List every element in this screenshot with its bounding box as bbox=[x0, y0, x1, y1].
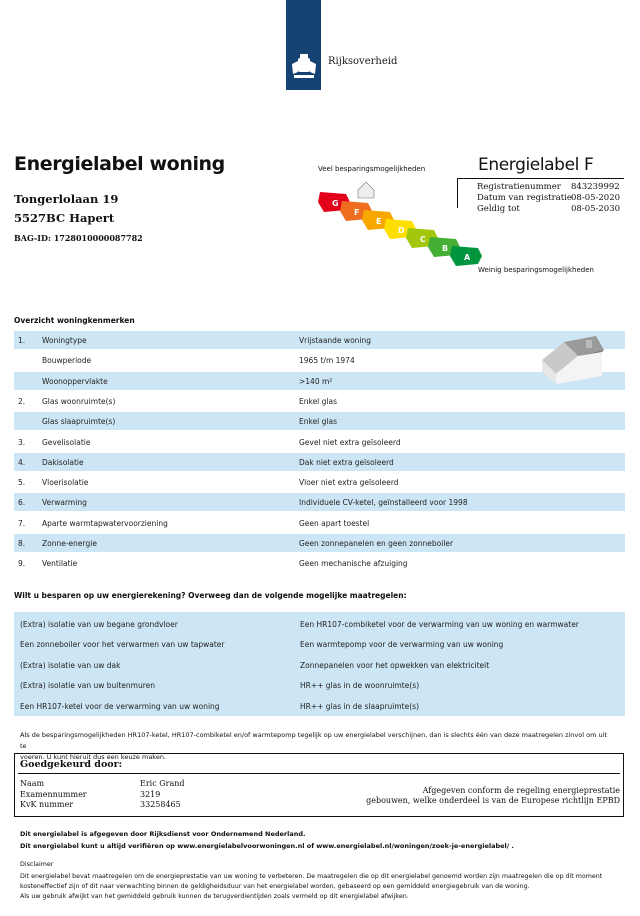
energy-label-title: Energielabel F bbox=[478, 155, 594, 175]
approval-rule bbox=[18, 773, 620, 774]
logo-text: Rijksoverheid bbox=[328, 56, 398, 67]
characteristic-value: >140 m² bbox=[299, 376, 333, 386]
characteristic-number: 6. bbox=[18, 498, 26, 508]
valid-until-row bbox=[477, 204, 621, 214]
characteristic-number: 2. bbox=[18, 396, 26, 406]
house-icon bbox=[538, 334, 606, 386]
characteristic-number: 4. bbox=[18, 457, 26, 467]
label-top-text: Veel besparingsmogelijkheden bbox=[318, 165, 426, 173]
characteristic-value: 1965 t/m 1974 bbox=[299, 356, 355, 366]
label-class-letter: E bbox=[376, 217, 382, 226]
characteristic-value: Gevel niet extra geïsoleerd bbox=[299, 437, 401, 447]
measure-item: HR++ glas in de woonruimte(s) bbox=[300, 681, 420, 691]
characteristic-label: Vloerisolatie bbox=[42, 478, 89, 488]
footer-issued-by: Dit energielabel is afgegeven door Rijksdienst voor Ondernemend Nederland. bbox=[20, 830, 306, 838]
characteristic-row bbox=[14, 473, 625, 491]
energy-label-graphic bbox=[318, 176, 498, 266]
measure-item: (Extra) isolatie van uw begane grondvloer bbox=[20, 620, 178, 629]
issued-statement-line2: gebouwen, welke onderdeel is van de Europese richtlijn EPBD bbox=[366, 796, 620, 805]
kvk-number-row bbox=[20, 800, 181, 809]
footer-verify: Dit energielabel kunt u altijd verifiëren op www.energielabelvoorwoningen.nl of www.energielabel.nl/woningen/zoek-je-energielabel/ . bbox=[20, 842, 514, 850]
registration-number-label: Registratienummer bbox=[477, 182, 561, 192]
characteristic-value: Vloer niet extra geïsoleerd bbox=[299, 478, 399, 488]
characteristic-label: Aparte warmtapwatervoorziening bbox=[42, 518, 168, 528]
label-info-rule bbox=[457, 178, 624, 179]
measure-item: Een HR107-combiketel voor de verwarming van uw woning en warmwater bbox=[300, 620, 579, 629]
characteristic-row bbox=[14, 493, 625, 511]
label-class-letter: G bbox=[332, 199, 339, 208]
characteristic-value: Geen apart toestel bbox=[299, 518, 370, 528]
characteristic-label: Glas slaapruimte(s) bbox=[42, 417, 116, 427]
characteristic-label: Dakisolatie bbox=[42, 457, 84, 467]
characteristic-row bbox=[14, 392, 625, 410]
characteristic-row bbox=[14, 554, 625, 572]
measure-item: (Extra) isolatie van uw buitenmuren bbox=[20, 681, 156, 691]
characteristic-value: Enkel glas bbox=[299, 417, 337, 427]
disclaimer-line3: Als uw gebruik afwijkt van het gemiddeld gebruik kunnen de terugverdientijden zoals vermeld op dit energielabel afwijken. bbox=[20, 893, 409, 900]
measure-item: Een HR107-ketel voor de verwarming van uw woning bbox=[20, 701, 220, 711]
measures-note-line1: Als de besparingsmogelijkheden HR107-ketel, HR107-combiketel en/of warmtepomp tegelijk op uw energielabel verschijnen, dan is slechts één van deze maatregelen zinvol om uit te bbox=[20, 731, 607, 750]
disclaimer-line2: kosteneffectief zijn of dit naar verwachting binnen de geldigheidsduur van het energielabel worden, gebaseerd op een gemiddeld energiegebruik van de woning. bbox=[20, 883, 530, 890]
characteristic-row bbox=[14, 351, 625, 369]
characteristic-label: Gevelisolatie bbox=[42, 437, 91, 447]
label-bottom-text: Weinig besparingsmogelijkheden bbox=[478, 266, 594, 274]
measure-item: HR++ glas in de slaapruimte(s) bbox=[300, 701, 420, 711]
characteristic-label: Glas woonruimte(s) bbox=[42, 396, 116, 406]
measure-item: Een zonneboiler voor het verwarmen van uw tapwater bbox=[20, 640, 225, 650]
registration-number-row bbox=[477, 182, 620, 192]
characteristic-row bbox=[14, 514, 625, 532]
approver-name-row bbox=[20, 779, 185, 788]
characteristic-number: 7. bbox=[18, 518, 26, 528]
characteristic-number: 3. bbox=[18, 437, 26, 447]
characteristic-number: 1. bbox=[18, 336, 26, 345]
characteristic-label: Ventilatie bbox=[42, 559, 78, 569]
disclaimer-line1: Dit energielabel bevat maatregelen om de energieprestatie van uw woning te verbeteren. De maatregelen die op dit energielabel genoemd worden zijn maatregelen die op dit moment bbox=[20, 873, 603, 880]
valid-until-label: Geldig tot bbox=[477, 204, 520, 214]
characteristic-value: Geen mechanische afzuiging bbox=[299, 559, 408, 569]
issued-statement-line1: Afgegeven conform de regeling energieprestatie bbox=[422, 786, 620, 795]
exam-number-row bbox=[20, 790, 161, 799]
registration-date-row bbox=[477, 193, 621, 203]
page-title: Energielabel woning bbox=[14, 153, 225, 175]
characteristic-row bbox=[14, 453, 625, 471]
characteristic-number: 9. bbox=[18, 559, 26, 569]
characteristic-value: Individuele CV-ketel, geïnstalleerd voor 1998 bbox=[299, 498, 468, 508]
characteristic-value: Dak niet extra geïsoleerd bbox=[299, 457, 394, 467]
characteristic-value: Vrijstaande woning bbox=[299, 336, 372, 345]
characteristic-row bbox=[14, 433, 625, 451]
characteristic-number: 5. bbox=[18, 478, 26, 488]
coat-of-arms-icon bbox=[289, 52, 319, 82]
label-info-rule-vertical bbox=[457, 178, 458, 208]
overview-title: Overzicht woningkenmerken bbox=[14, 316, 135, 325]
characteristic-label: Woningtype bbox=[42, 336, 87, 345]
measure-item: Zonnepanelen voor het opwekken van elektriciteit bbox=[300, 660, 490, 670]
kvk-number-value: 33258465 bbox=[140, 800, 181, 809]
measures-note-line2: voeren. U kunt hieruit dus een keuze maken. bbox=[20, 753, 167, 761]
registration-date-value: 08-05-2020 bbox=[571, 193, 621, 203]
address-postcode: 5527BC Hapert bbox=[14, 211, 115, 225]
characteristic-value: Enkel glas bbox=[299, 396, 337, 406]
characteristic-label: Woonoppervlakte bbox=[42, 376, 108, 386]
characteristic-row bbox=[14, 372, 625, 390]
characteristic-label: Bouwperiode bbox=[42, 356, 92, 366]
measures-title: Wilt u besparen op uw energierekening? Overweeg dan de volgende mogelijke maatregelen: bbox=[14, 591, 407, 600]
label-class-letter: B bbox=[442, 244, 449, 253]
characteristic-row bbox=[14, 331, 625, 349]
registration-number-value: 843239992 bbox=[571, 182, 620, 192]
label-class-letter: F bbox=[354, 208, 360, 217]
bag-id: BAG-ID: 1728010000087782 bbox=[14, 233, 143, 243]
label-class-letter: C bbox=[420, 235, 426, 244]
valid-until-value: 08-05-2030 bbox=[571, 204, 621, 214]
measures-list bbox=[14, 612, 625, 716]
approver-name-value: Eric Grand bbox=[140, 779, 185, 788]
exam-number-value: 3219 bbox=[140, 790, 161, 799]
disclaimer-title: Disclaimer bbox=[20, 861, 54, 868]
measure-item: (Extra) isolatie van uw dak bbox=[20, 660, 121, 670]
characteristic-value: Geen zonnepanelen en geen zonneboiler bbox=[299, 539, 454, 548]
label-class-letter: D bbox=[398, 226, 405, 235]
approval-title: Goedgekeurd door: bbox=[20, 759, 123, 770]
exam-number-label: Examennummer bbox=[20, 790, 87, 799]
kvk-number-label: KvK nummer bbox=[20, 800, 74, 809]
house-marker-icon bbox=[358, 182, 374, 198]
characteristic-number: 8. bbox=[18, 539, 26, 548]
registration-date-label: Datum van registratie bbox=[477, 193, 572, 203]
label-class-letter: A bbox=[464, 253, 471, 262]
characteristic-label: Verwarming bbox=[42, 498, 87, 508]
address-street: Tongerlolaan 19 bbox=[14, 192, 119, 206]
issued-statement bbox=[320, 786, 620, 806]
characteristic-label: Zonne-energie bbox=[42, 539, 97, 548]
measure-item: Een warmtepomp voor de verwarming van uw woning bbox=[300, 640, 504, 650]
characteristic-row bbox=[14, 412, 625, 430]
approver-name-label: Naam bbox=[20, 779, 45, 788]
characteristic-row bbox=[14, 534, 625, 552]
